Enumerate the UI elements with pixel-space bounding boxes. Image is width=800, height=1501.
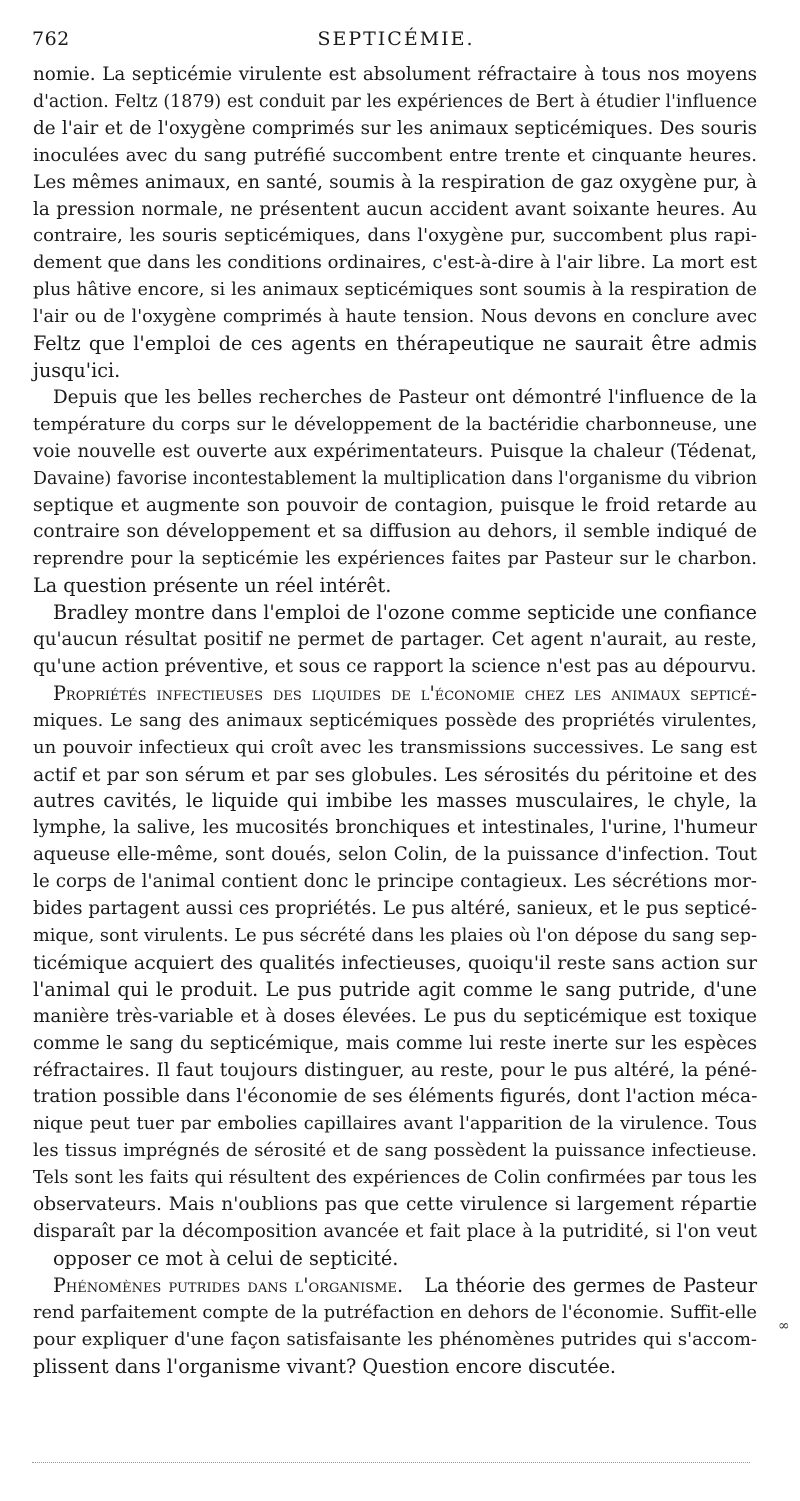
text-line: température du corps sur le développement de la bactéridie charbonneuse, une — [33, 414, 757, 435]
text-line: nique peut tuer par embolies capillaires avant l'apparition de la virulence. Tous — [33, 1114, 757, 1135]
text-line: voie nouvelle est ouverte aux expérimentateurs. Puisque la chaleur (Tédenat, — [33, 440, 757, 462]
text-line: plus hâtive encore, si les animaux septicémiques sont soumis à la respiration de — [33, 280, 757, 301]
text-line: jusqu'ici. — [33, 358, 121, 382]
text-line: manière très-variable et à doses élevées. Le pus du septicémique est toxique — [33, 1005, 757, 1027]
heading-line — [33, 1273, 757, 1300]
footer-rule — [32, 1462, 750, 1463]
text-line: lymphe, la salive, les mucosités bronchiques et intestinales, l'urine, l'humeur — [33, 817, 757, 839]
paragraph-temperature — [33, 385, 757, 600]
text-line: La question présente un réel intérêt. — [33, 574, 392, 598]
section-heading: Phénomènes putrides dans l'organisme. — [53, 1273, 404, 1297]
paragraph-putrid-phenomena — [33, 1273, 757, 1381]
text-line: bides partagent aussi ces propriétés. Le pus altéré, sanieux, et le pus septicé- — [33, 898, 757, 920]
text-line: réfractaires. Il faut toujours distinguer, au reste, pour le pus altéré, la péné- — [33, 1059, 757, 1081]
text-line: reprendre pour la septicémie les expériences faites par Pasteur sur le charbon. — [33, 549, 757, 570]
text-line: un pouvoir infectieux qui croît avec les transmissions successives. Le sang est — [33, 736, 757, 758]
text-line: qu'une action préventive, et sous ce rapport la science n'est pas au dépourvu. — [33, 655, 757, 677]
text-line: aqueuse elle-même, sont doués, selon Colin, de la puissance d'infection. Tout — [33, 844, 757, 866]
text-line: Bradley montre dans l'emploi de l'ozone comme septicide une confiance — [53, 601, 757, 625]
text-line: mique, sont virulents. Le pus sécrété dans les plaies où l'on dépose du sang sep- — [33, 926, 757, 946]
text-line: pour expliquer d'une façon satisfaisante les phénomènes putrides qui s'accom- — [33, 1328, 757, 1350]
margin-mark: ∞ — [778, 1318, 790, 1334]
text-line: qu'aucun résultat positif ne permet de partager. Cet agent n'aurait, au reste, — [33, 629, 757, 651]
text-line: opposer ce mot à celui de septicité. — [53, 1246, 399, 1270]
text-line: disparaît par la décomposition avancée et fait place à la putridité, si l'on veut — [33, 1220, 757, 1242]
text-line: de l'air et de l'oxygène comprimés sur les animaux septicémiques. Des souris — [33, 117, 757, 139]
text-line: nomie. La septicémie virulente est absolument réfractaire à tous nos moyens — [33, 64, 757, 85]
running-title: SEPTICÉMIE. — [317, 28, 475, 50]
body-text — [33, 62, 757, 1380]
text-line: la pression normale, ne présentent aucun accident avant soixante heures. Au — [33, 198, 757, 220]
text-line: Tels sont les faits qui résultent des expériences de Colin confirmées par tous les — [33, 1168, 757, 1189]
page-number: 762 — [32, 28, 70, 50]
text-line: Depuis que les belles recherches de Pasteur ont démontré l'influence de la — [53, 386, 757, 408]
text-line: septique et augmente son pouvoir de contagion, puisque le froid retarde au — [33, 494, 757, 516]
page-header — [32, 28, 760, 58]
section-heading: Propriétés infectieuses des liquides de l'économie chez les animaux septicé- — [53, 681, 757, 705]
text-line: inoculées avec du sang putréfié succombent entre trente et cinquante heures. — [33, 144, 757, 166]
text-line: le corps de l'animal contient donc le principe contagieux. Les sécrétions mor- — [33, 871, 757, 893]
text-line: observateurs. Mais n'oublions pas que cette virulence si largement répartie — [33, 1194, 757, 1216]
text-line: tration possible dans l'économie de ses éléments figurés, dont l'action méca- — [33, 1086, 758, 1108]
paragraph-oxygen-therapy — [33, 62, 757, 385]
text-line: autres cavités, le liquide qui imbibe les masses musculaires, le chyle, la — [33, 789, 757, 813]
text-line: Les mêmes animaux, en santé, soumis à la respiration de gaz oxygène pur, à — [33, 171, 757, 193]
text-line: l'animal qui le produit. Le pus putride agit comme le sang putride, d'une — [33, 977, 757, 1001]
text-fragment: La théorie des germes de Pasteur — [424, 1273, 757, 1297]
text-line: dement que dans les conditions ordinaires, c'est-à-dire à l'air libre. La mort est — [33, 252, 757, 274]
text-line: contraire son développement et sa diffusion au dehors, il semble indiqué de — [33, 521, 757, 543]
text-line: ticémique acquiert des qualités infectieuses, quoiqu'il reste sans action sur — [33, 951, 757, 974]
text-line: rend parfaitement compte de la putréfaction en dehors de l'économie. Suffit-elle — [33, 1302, 757, 1323]
text-line: Davaine) favorise incontestablement la multiplication dans l'organisme du vibrion — [33, 468, 757, 489]
paragraph-ozone — [33, 600, 757, 681]
text-line: Feltz que l'emploi de ces agents en thérapeutique ne saurait être admis — [33, 332, 757, 356]
text-line: miques. Le sang des animaux septicémiques possède des propriétés virulentes, — [33, 710, 757, 731]
text-line: les tissus imprégnés de sérosité et de sang possèdent la puissance infectieuse. — [33, 1140, 757, 1162]
text-line: comme le sang du septicémique, mais comme lui reste inerte sur les espèces — [33, 1032, 757, 1054]
paragraph-infectious-properties — [33, 681, 757, 1273]
text-line: plissent dans l'organisme vivant? Question encore discutée. — [33, 1354, 617, 1378]
text-line: contraire, les souris septicémiques, dans l'oxygène pur, succombent plus rapi- — [33, 225, 757, 247]
text-line: actif et par son sérum et par ses globules. Les sérosités du péritoine et des — [33, 763, 757, 786]
text-line: l'air ou de l'oxygène comprimés à haute tension. Nous devons en conclure avec — [33, 307, 757, 328]
text-line: d'action. Feltz (1879) est conduit par les expériences de Bert à étudier l'influence — [33, 91, 757, 112]
